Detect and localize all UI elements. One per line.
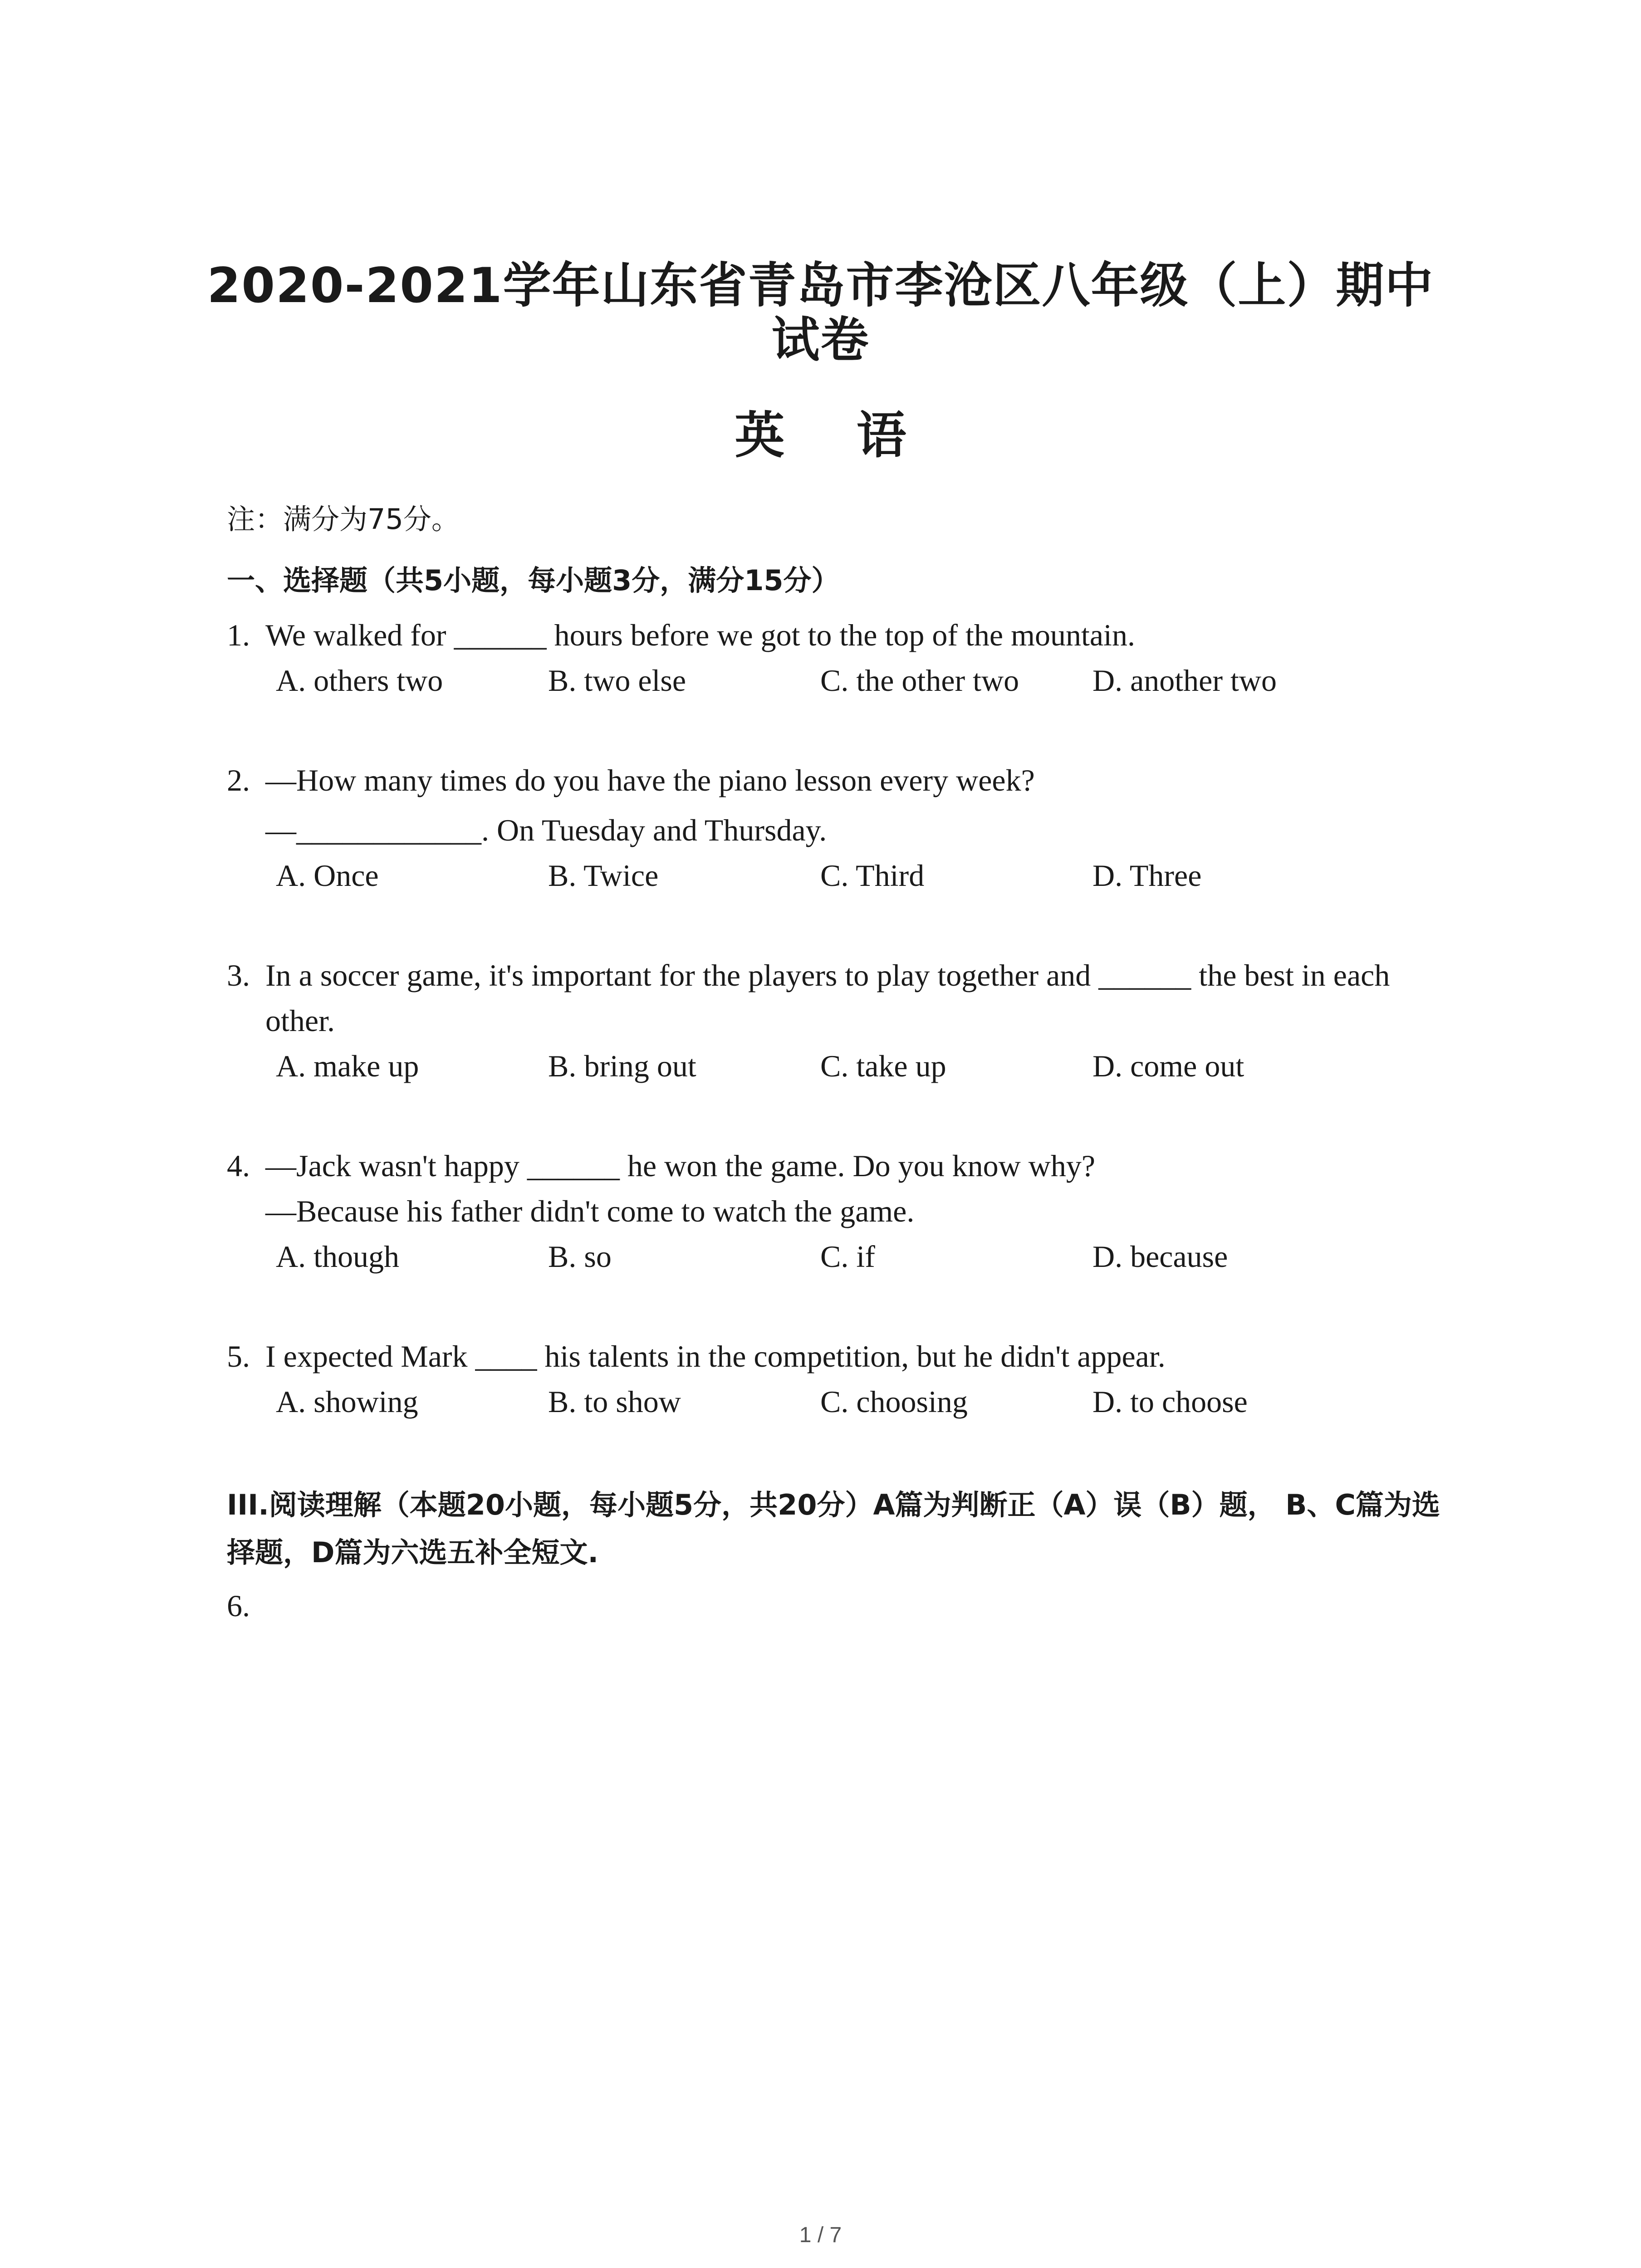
option-b: B. bring out bbox=[548, 1049, 696, 1083]
option-c: C. if bbox=[820, 1239, 875, 1274]
section1-heading: 一、选择题（共5小题，每小题3分，满分15分） bbox=[227, 564, 840, 597]
option-a: A. others two bbox=[276, 663, 443, 698]
option-b: B. Twice bbox=[548, 858, 659, 893]
question-text: In a soccer game, it's important for the players to play together and ______ the best in each bbox=[265, 958, 1390, 992]
exam-title-line2: 试卷 bbox=[771, 312, 870, 368]
question-text: —Jack wasn't happy ______ he won the game. Do you know why? bbox=[265, 1149, 1096, 1183]
exam-title-line1: 2020-2021学年山东省青岛市李沧区八年级（上）期中 bbox=[207, 258, 1434, 313]
option-c: C. the other two bbox=[820, 663, 1019, 698]
question-text-line2: —____________. On Tuesday and Thursday. bbox=[265, 813, 827, 847]
option-c: C. Third bbox=[820, 858, 925, 893]
question-number: 2. bbox=[227, 763, 250, 797]
option-c: C. choosing bbox=[820, 1384, 968, 1419]
option-c: C. take up bbox=[820, 1049, 946, 1083]
subject-title: 英 语 bbox=[735, 406, 934, 464]
option-d: D. Three bbox=[1092, 858, 1202, 893]
question-number: 5. bbox=[227, 1339, 250, 1374]
question-number: 4. bbox=[227, 1149, 250, 1183]
option-a: A. though bbox=[276, 1239, 399, 1274]
option-b: B. to show bbox=[548, 1384, 681, 1419]
option-b: B. two else bbox=[548, 663, 686, 698]
option-d: D. another two bbox=[1092, 663, 1277, 698]
option-d: D. to choose bbox=[1092, 1384, 1248, 1419]
option-a: A. showing bbox=[276, 1384, 418, 1419]
option-a: A. make up bbox=[276, 1049, 419, 1083]
question-text: —How many times do you have the piano lesson every week? bbox=[265, 763, 1035, 797]
option-a: A. Once bbox=[276, 858, 379, 893]
question-text: We walked for ______ hours before we got to the top of the mountain. bbox=[265, 618, 1135, 652]
question-text-line2: —Because his father didn't come to watch the game. bbox=[265, 1194, 915, 1228]
question-text: I expected Mark ____ his talents in the competition, but he didn't appear. bbox=[265, 1339, 1166, 1374]
option-b: B. so bbox=[548, 1239, 612, 1274]
question-number: 3. bbox=[227, 958, 250, 992]
score-note: 注：满分为75分。 bbox=[227, 503, 460, 536]
section3-heading: III.阅读理解（本题20小题，每小题5分，共20分）A篇为判断正（A）误（B）题， B、C篇为选择题，D篇为六选五补全短文. bbox=[227, 1488, 1440, 1569]
question-number: 1. bbox=[227, 618, 250, 652]
option-d: D. come out bbox=[1092, 1049, 1244, 1083]
question-6-number: 6. bbox=[227, 1589, 250, 1623]
question-text-line2: other. bbox=[265, 1003, 335, 1038]
page-number: 1 / 7 bbox=[799, 2223, 842, 2247]
option-d: D. because bbox=[1092, 1239, 1228, 1274]
